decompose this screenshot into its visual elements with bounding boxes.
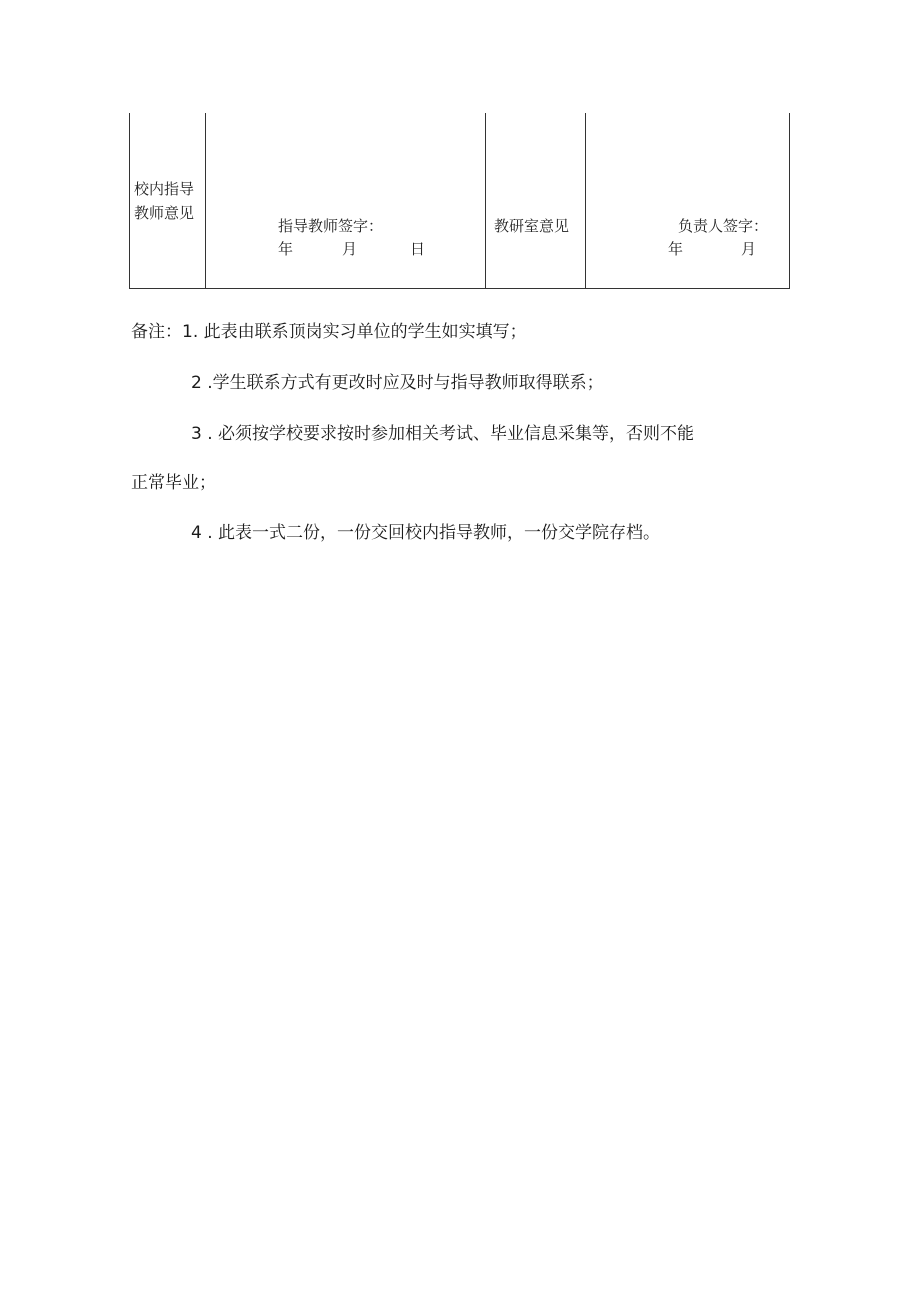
note-4: 4 . 此表一式二份，一份交回校内指导教师，一份交学院存档。 <box>191 523 661 543</box>
school-advisor-opinion-label-line1: 校内指导 <box>134 180 195 198</box>
table-border-bottom <box>129 288 790 289</box>
head-date-month: 月 <box>741 240 757 258</box>
advisor-date-year: 年 <box>278 240 294 258</box>
department-opinion-label: 教研室意见 <box>494 217 570 235</box>
school-advisor-opinion-label-line2: 教师意见 <box>134 204 195 222</box>
note-3-line1: 3 . 必须按学校要求按时参加相关考试、毕业信息采集等，否则不能 <box>191 424 695 444</box>
table-border-right <box>789 113 790 289</box>
note-1: 备注：1. 此表由联系顶岗实习单位的学生如实填写； <box>131 322 527 342</box>
head-signature-label: 负责人签字： <box>678 217 769 235</box>
advisor-date-month: 月 <box>342 240 358 258</box>
table-border-left <box>129 113 130 289</box>
table-divider-2 <box>485 113 486 289</box>
advisor-signature-label: 指导教师签字： <box>278 217 384 235</box>
table-divider-1 <box>205 113 206 289</box>
advisor-date-day: 日 <box>410 240 426 258</box>
note-3-line2: 正常毕业； <box>131 473 216 493</box>
note-2: 2 .学生联系方式有更改时应及时与指导教师取得联系； <box>191 373 604 393</box>
table-divider-3 <box>585 113 586 289</box>
head-date-year: 年 <box>668 240 684 258</box>
